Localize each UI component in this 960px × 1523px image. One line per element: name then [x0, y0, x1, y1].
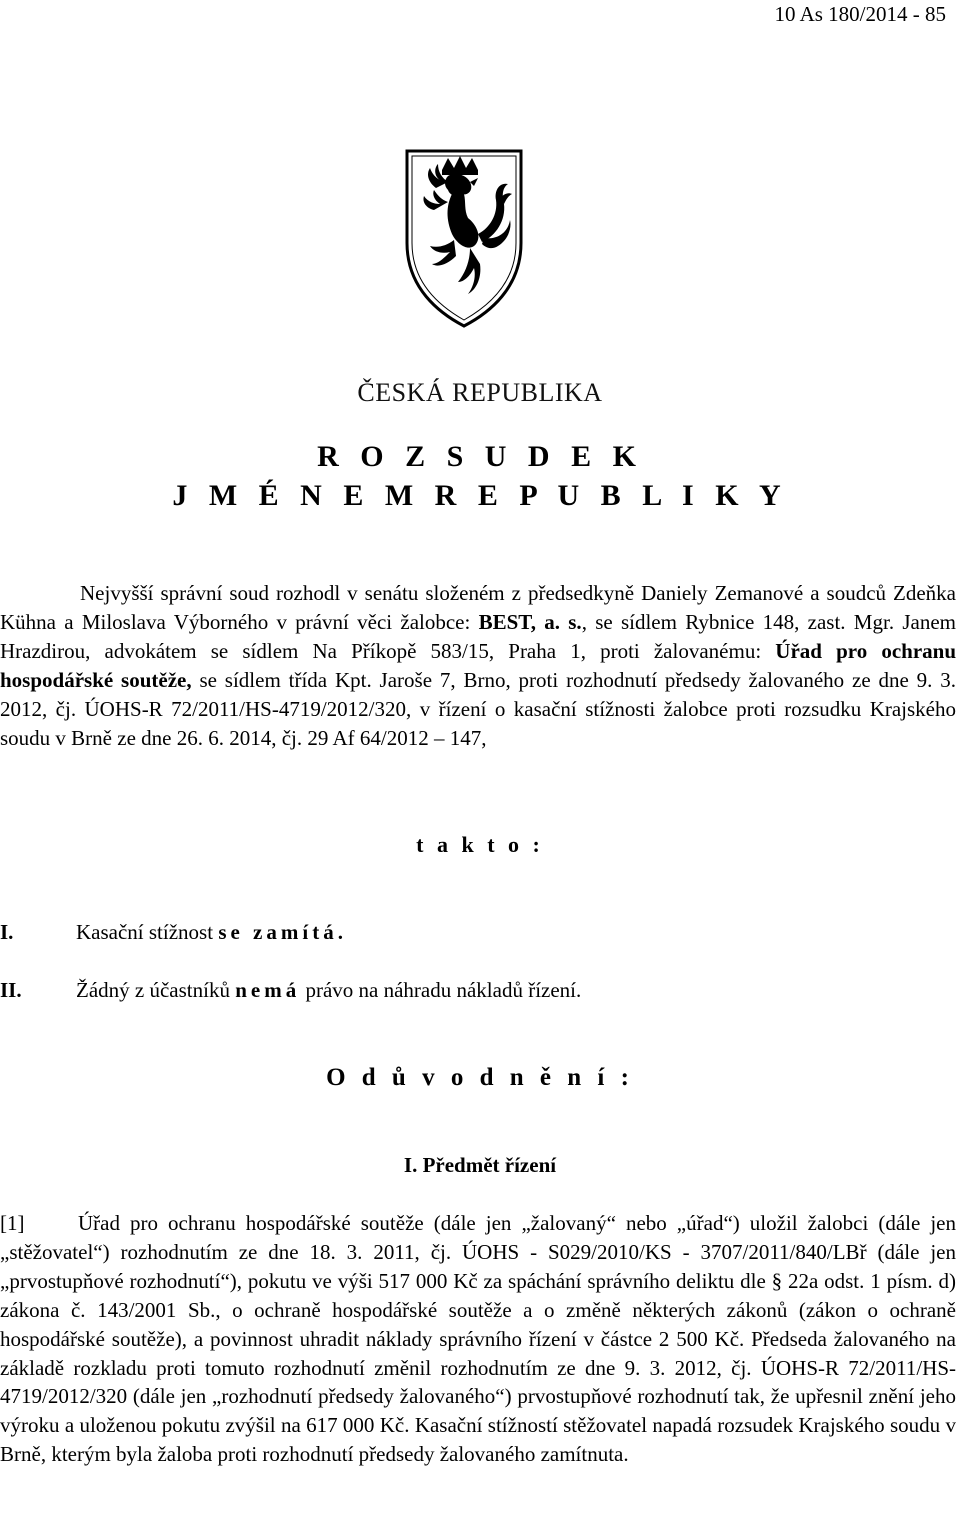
- verdict-item-emphasis: nemá: [235, 978, 301, 1002]
- verdict-item-text: Žádný z účastníků: [76, 978, 236, 1002]
- verdict-item-text-after: právo na náhradu nákladů řízení.: [300, 978, 582, 1002]
- reasoning-title: O d ů v o d n ě n í :: [326, 1064, 634, 1091]
- defendant-name: Úřad pro ochranu hospodářské soutěže,: [0, 638, 956, 692]
- reasoning-paragraph: [0, 1209, 956, 1469]
- intro-text-1: Nejvyšší správní soud rozhodl v senátu složeném z předsedkyně Daniely Zemanové a soudců Zdeňka Kühna a Miloslava Výborného v právní věci žalobce:: [0, 581, 956, 634]
- document-subtitle: J M É N E M R E P U B L I K Y: [172, 479, 788, 512]
- document-title: R O Z S U D E K: [317, 440, 643, 473]
- intro-text-3: se sídlem třída Kpt. Jaroše 7, Brno, proti rozhodnutí předsedy žalovaného ze dne 9. 3. 2012, čj. ÚOHS-R 72/2011/HS-4719/2012/320, v řízení o kasační stížnosti žalobce proti rozsudku Krajského soudu v Brně ze dne 26. 6. 2014, čj. 29 Af 64/2012 – 147,: [0, 667, 956, 750]
- verdict-intro: t a k t o :: [416, 832, 544, 857]
- paragraph-number: [1]: [0, 1211, 25, 1235]
- verdict-item-number: I.: [0, 920, 14, 944]
- verdict-item-emphasis: se zamítá.: [218, 920, 347, 944]
- verdict-item-text: Kasační stížnost: [76, 920, 219, 944]
- intro-text-2: , se sídlem Rybnice 148, zast. Mgr. Janem Hrazdirou, advokátem se sídlem Na Příkopě 583/15, Praha 1, proti žalovanému:: [0, 609, 956, 663]
- intro-paragraph: [0, 579, 956, 752]
- country-name: ČESKÁ REPUBLIKA: [357, 378, 603, 407]
- czech-lion-coat-of-arms-icon: [404, 148, 524, 330]
- paragraph-text: Úřad pro ochranu hospodářské soutěže (dále jen „žalovaný“ nebo „úřad“) uložil žalobci (dále jen „stěžovatel“) rozhodnutím ze dne 18. 3. 2011, čj. ÚOHS - S029/2010/KS - 3707/2011/840/LBř (dále jen „prvostupňové rozhodnutí“), pokutu ve výši 517 000 Kč za spáchání správního deliktu dle § 22a odst. 1 písm. d) zákona č. 143/2001 Sb., o ochraně hospodářské soutěže a o změně některých zákonů (zákon o ochraně hospodářské soutěže), a povinnost uhradit náklady správního řízení v částce 2 500 Kč. Předseda žalovaného na základě rozkladu proti tomuto rozhodnutí změnil rozhodnutím ze dne 9. 3. 2012, čj. ÚOHS-R 72/2011/HS-4719/2012/320 (dále jen „rozhodnutí předsedy žalovaného“) prvostupňové rozhodnutí tak, že upřesnil znění jeho výroku a uloženou pokutu zvýšil na 617 000 Kč. Kasační stížností stěžovatel napadá rozsudek Krajského soudu v Brně, kterým byla žaloba proti rozhodnutí předsedy žalovaného zamítnuta.: [0, 1211, 956, 1467]
- verdict-item-number: II.: [0, 978, 22, 1002]
- section-title: I. Předmět řízení: [403, 1153, 557, 1177]
- case-number: 10 As 180/2014 - 85: [774, 2, 946, 26]
- plaintiff-name: BEST, a. s.: [478, 609, 582, 634]
